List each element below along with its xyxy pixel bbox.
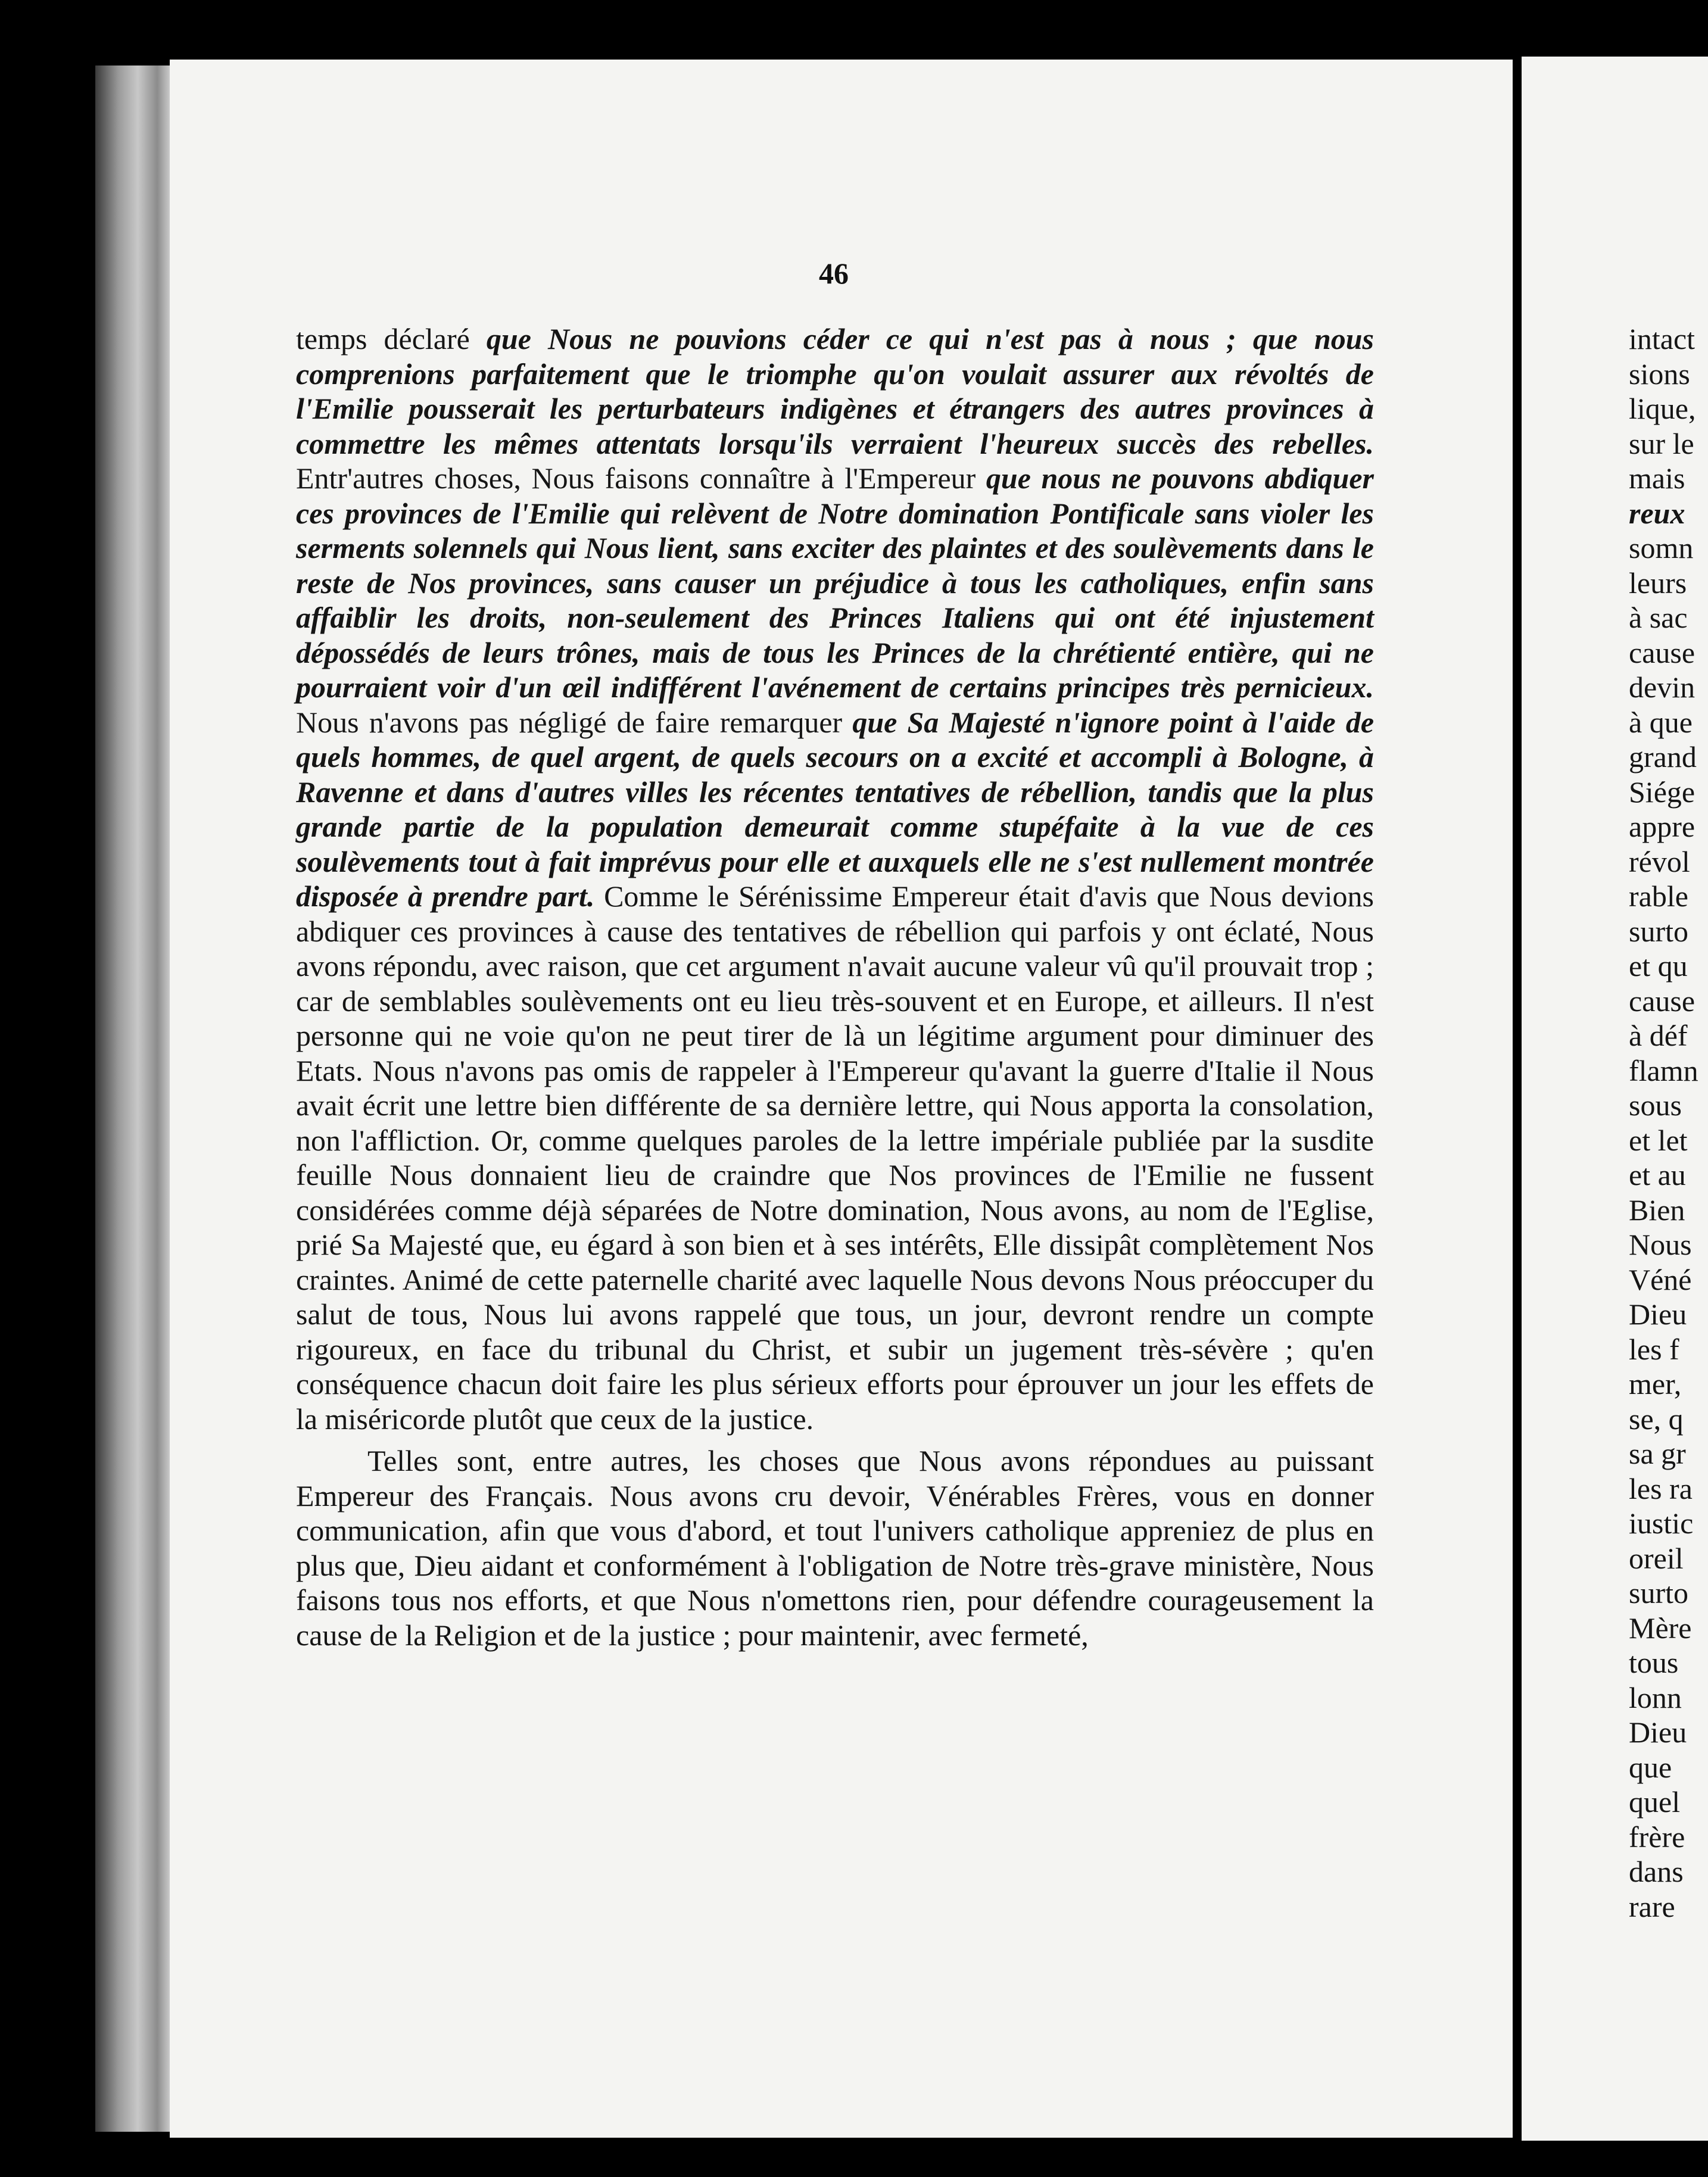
facing-page-line: lonn	[1629, 1680, 1682, 1714]
facing-page-line: appre	[1629, 810, 1695, 843]
facing-page-line: à sac	[1629, 601, 1688, 634]
facing-page-line: dans	[1629, 1855, 1684, 1888]
facing-page-line: sions	[1629, 357, 1690, 391]
facing-page-line: cause	[1629, 635, 1695, 669]
facing-page-line: flamn	[1629, 1053, 1698, 1087]
facing-page-line: quel	[1629, 1785, 1681, 1819]
facing-page-text-fragment	[1629, 322, 1708, 1924]
facing-page-line: les ra	[1629, 1471, 1693, 1505]
facing-page-line: intact	[1629, 322, 1695, 355]
facing-page-line: se, q	[1629, 1402, 1684, 1436]
facing-page-line: rare	[1629, 1889, 1675, 1923]
facing-page-line: mer,	[1629, 1367, 1682, 1401]
facing-page-line: surto	[1629, 1576, 1688, 1610]
facing-page-line: révol	[1629, 844, 1690, 878]
italic-quote-run: que nous ne pouvons abdiquer ces provinces de l'Emilie qui relèvent de Notre domination Pontificale sans violer les serments solennels qui Nous lient, sans exciter des plaintes et des soulèvements dans le reste de Nos provinces, sans causer un préjudice à tous les catholiques, enfin sans affaiblir les droits, non-seulement des Princes Italiens qui ont été injustement dépossédés de leurs trônes, mais de tous les Princes de la chrétienté entière, qui ne pourraient voir d'un œil indifférent l'avénement de certains principes très pernicieux.	[296, 461, 1374, 704]
facing-page-line: sa gr	[1629, 1437, 1686, 1470]
paragraph	[296, 322, 1374, 1436]
facing-page-line: lique,	[1629, 392, 1696, 425]
facing-page-line: à que	[1629, 705, 1693, 739]
facing-page-line: frère	[1629, 1820, 1685, 1854]
facing-page-line: Dieu	[1629, 1716, 1687, 1749]
facing-page-line: devin	[1629, 670, 1695, 704]
facing-page-line: iustic	[1629, 1507, 1694, 1540]
facing-page-line: Siége	[1629, 775, 1695, 809]
page-number: 46	[819, 257, 849, 290]
text-run: Telles sont, entre autres, les choses que Nous avons répondues au puissant Empereur des Français. Nous avons cru devoir, Vénérables Frères, vous en donner communication, afin que vous d'abord, et tout l'univers catholique appreniez de plus en plus que, Dieu aidant et conformément à l'obligation de Notre très-grave ministère, Nous faisons tous nos efforts, et que Nous n'omettons rien, pour défendre courageusement la cause de la Religion et de la justice ; pour maintenir, avec fermeté,	[296, 1444, 1374, 1652]
facing-page-line: Véné	[1629, 1262, 1692, 1296]
facing-page-line: mais	[1629, 461, 1685, 495]
paragraph	[296, 1443, 1374, 1652]
italic-quote-run: que Nous ne pouvions céder ce qui n'est pas à nous ; que nous comprenions parfaitement que le triomphe qu'on voulait assurer aux révoltés de l'Emilie pousserait les perturbateurs indigènes et étrangers des autres provinces à commettre les mêmes attentats lorsqu'ils verraient l'heureux succès des rebelles.	[296, 322, 1374, 460]
facing-page-line: sous	[1629, 1088, 1682, 1122]
italic-quote-run: que Sa Majesté n'ignore point à l'aide de quels hommes, de quel argent, de quels secours on a excité et accompli à Bologne, à Ravenne et dans d'autres villes les récentes tentatives de rébellion, tandis que la plus grande partie de la population demeurait comme stupéfaite à la vue de ces soulèvements tout à fait imprévus pour elle et auxquels elle ne s'est nullement montrée disposée à prendre part.	[296, 705, 1374, 913]
facing-page-line: Mère	[1629, 1611, 1692, 1645]
facing-page-line: et au	[1629, 1158, 1686, 1192]
facing-page-line: somn	[1629, 531, 1694, 564]
facing-page-line: grand	[1629, 740, 1697, 774]
text-run: Comme le Sérénissime Empereur était d'avis que Nous devions abdiquer ces provinces à cause des tentatives de rébellion qui parfois y ont éclaté, Nous avons répondu, avec raison, que cet argument n'avait aucune valeur vû qu'il prouvait trop ; car de semblables soulèvements ont eu lieu très-souvent et en Europe, et ailleurs. Il n'est personne qui ne voie qu'on ne peut tirer de là un légitime argument pour diminuer des Etats. Nous n'avons pas omis de rappeler à l'Empereur qu'avant la guerre d'Italie il Nous avait écrit une lettre bien différente de sa dernière lettre, qui Nous apporta la consolation, non l'affliction. Or, comme quelques paroles de la lettre impériale publiée par la susdite feuille Nous donnaient lieu de craindre que Nos provinces de l'Emilie ne fussent considérées comme déjà séparées de Notre domination, Nous avons, au nom de l'Eglise, prié Sa Majesté que, eu égard à son bien et à ses intérêts, Elle dissipât complètement Nos craintes. Animé de cette paternelle charité avec laquelle Nous devons Nous préoccuper du salut de tous, Nous lui avons rappelé que tous, un jour, devront rendre un compte rigoureux, en face du tribunal du Christ, et subir un jugement très-sévère ; qu'en conséquence chacun doit faire les plus sérieux efforts pour éprouver un jour les effets de la miséricorde plutôt que ceux de la justice.	[296, 879, 1374, 1436]
facing-page-line: leurs	[1629, 566, 1687, 600]
facing-page-line: et qu	[1629, 949, 1688, 983]
facing-page-line: Dieu	[1629, 1298, 1687, 1331]
facing-page-line: les f	[1629, 1332, 1679, 1366]
facing-page-line: rable	[1629, 879, 1688, 913]
text-run: temps déclaré	[296, 322, 487, 355]
facing-page-line: tous	[1629, 1646, 1679, 1679]
body-text	[296, 322, 1374, 1652]
facing-page-line: Nous	[1629, 1228, 1692, 1261]
text-run: Nous n'avons pas négligé de faire remarquer	[296, 705, 853, 739]
facing-page-line: cause	[1629, 984, 1695, 1018]
facing-page-line: oreil	[1629, 1541, 1684, 1575]
facing-page-line: surto	[1629, 914, 1688, 948]
book-page-edges	[95, 66, 173, 2132]
facing-page-line: et let	[1629, 1123, 1688, 1157]
facing-page-line: à déf	[1629, 1019, 1688, 1052]
facing-page-line: reux	[1629, 496, 1685, 530]
text-run: Entr'autres choses, Nous faisons connaître à l'Empereur	[296, 461, 986, 495]
facing-page-line: sur le	[1629, 426, 1694, 460]
facing-page-line: que	[1629, 1750, 1672, 1784]
facing-page-line: Bien	[1629, 1193, 1685, 1227]
